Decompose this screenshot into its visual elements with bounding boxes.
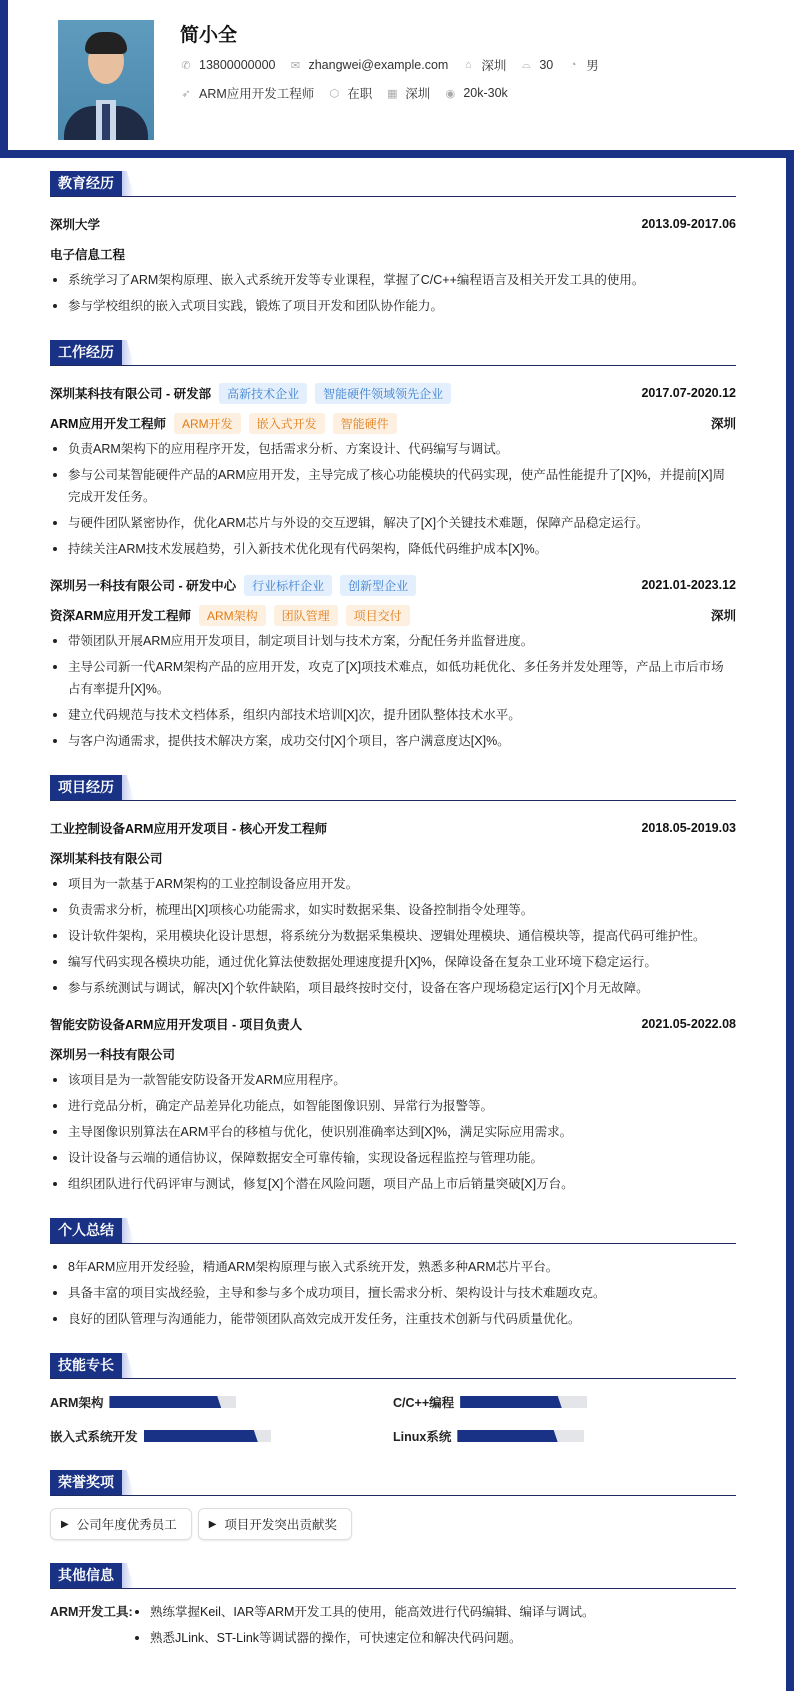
bullet-item: 负责ARM架构下的应用程序开发，包括需求分析、方案设计、代码编写与调试。	[50, 438, 736, 460]
project-company: 深圳某科技有限公司	[50, 852, 163, 866]
bullet-item: 熟悉JLink、ST-Link等调试器的操作，可快速定位和解决代码问题。	[132, 1627, 594, 1649]
frame-band	[0, 150, 794, 158]
project-row	[50, 1009, 736, 1039]
period: 2021.01-2023.12	[641, 578, 736, 592]
project-entry	[50, 813, 736, 999]
position: ARM应用开发工程师	[199, 87, 315, 101]
skill-tag: 嵌入式开发	[249, 413, 325, 434]
skill-bar	[144, 1430, 271, 1442]
skill-tag: 项目交付	[346, 605, 410, 626]
section-title: 工作经历	[50, 340, 122, 365]
section-title: 荣誉奖项	[50, 1470, 122, 1495]
phone: 13800000000	[199, 58, 276, 72]
other-label: ARM开发工具:	[50, 1605, 133, 1619]
company-tag: 行业标杆企业	[244, 575, 332, 596]
skill-bar-fill	[460, 1396, 562, 1408]
section-title: 个人总结	[50, 1218, 122, 1243]
work-section	[50, 339, 736, 752]
skill-item	[50, 1391, 393, 1413]
bullet-item: 参与公司某智能硬件产品的ARM应用开发，主导完成了核心功能模块的代码实现，使产品性能提升了[X]%，并提前[X]周完成开发任务。	[50, 464, 736, 508]
target-city: 深圳	[405, 87, 431, 101]
skill-bar	[460, 1396, 587, 1408]
company-tag: 高新技术企业	[219, 383, 307, 404]
skill-name: Linux系统	[393, 1430, 452, 1444]
resume-header	[8, 0, 794, 150]
bullet-item: 具备丰富的项目实战经验，主导和参与多个成功项目，擅长需求分析、架构设计与技术难题攻克。	[50, 1282, 736, 1304]
bullet-item: 参与系统测试与调试，解决[X]个软件缺陷，项目最终按时交付，设备在客户现场稳定运行[X]个月无故障。	[50, 977, 736, 999]
bullet-item: 参与学校组织的嵌入式项目实践，锻炼了项目开发和团队协作能力。	[50, 295, 736, 317]
skill-tag: ARM架构	[199, 605, 266, 626]
major: 电子信息工程	[50, 248, 126, 262]
job-title: 资深ARM应用开发工程师	[50, 609, 191, 623]
skill-tag: 智能硬件	[333, 413, 397, 434]
skill-name: ARM架构	[50, 1396, 104, 1410]
skill-bar-fill	[457, 1430, 557, 1442]
skill-bar-fill	[109, 1396, 221, 1408]
status: 在职	[347, 87, 373, 101]
frame-left	[0, 0, 8, 158]
resume-body	[50, 170, 736, 1675]
bullet-item: 熟练掌握Keil、IAR等ARM开发工具的使用，能高效进行代码编辑、编译与调试。	[132, 1601, 594, 1623]
skill-name: 嵌入式系统开发	[50, 1430, 138, 1444]
company-left	[50, 383, 451, 404]
company-tag: 智能硬件领域领先企业	[315, 383, 451, 404]
award-badge	[50, 1508, 192, 1540]
job-intent-row	[180, 84, 522, 102]
age: 30	[539, 58, 554, 72]
skill-bar-fill	[144, 1430, 258, 1442]
triangle-icon: ▶	[61, 1518, 69, 1530]
skill-item	[50, 1425, 393, 1447]
bullet-item: 设计软件架构，采用模块化设计思想，将系统分为数据采集模块、逻辑处理模块、通信模块等，提高代码可维护性。	[50, 925, 736, 947]
salary: 20k-30k	[463, 86, 508, 100]
bullet-item: 进行竞品分析，确定产品差异化功能点，如智能图像识别、异常行为报警等。	[50, 1095, 736, 1117]
bullet-item: 与硬件团队紧密协作，优化ARM芯片与外设的交互逻辑，解决了[X]个关键技术难题，保障产品稳定运行。	[50, 512, 736, 534]
cake-icon: ⌓	[521, 58, 531, 71]
bullet-item: 与客户沟通需求，提供技术解决方案，成功交付[X]个项目，客户满意度达[X]%。	[50, 730, 736, 752]
status-icon: ⬡	[329, 87, 340, 100]
triangle-icon: ▶	[208, 1518, 217, 1530]
title-left	[50, 413, 397, 434]
skills-section	[50, 1352, 736, 1447]
period: 2021.05-2022.08	[641, 1017, 736, 1031]
company-name: 深圳另一科技有限公司 - 研发中心	[50, 579, 237, 593]
education-section	[50, 170, 736, 317]
title-row	[50, 408, 736, 438]
bullet-item: 主导图像识别算法在ARM平台的移植与优化，使识别准确率达到[X]%，满足实际应用需求。	[50, 1121, 736, 1143]
period: 2018.05-2019.03	[641, 821, 736, 835]
awards-section	[50, 1469, 736, 1540]
section-title: 教育经历	[50, 171, 122, 196]
company-tag: 创新型企业	[340, 575, 416, 596]
project-company: 深圳另一科技有限公司	[50, 1048, 176, 1062]
avatar-photo	[58, 20, 154, 140]
section-title: 技能专长	[50, 1353, 122, 1378]
title-row	[50, 600, 736, 630]
summary-section	[50, 1217, 736, 1330]
projects-section	[50, 774, 736, 1195]
city: 深圳	[481, 59, 507, 73]
section-title: 其他信息	[50, 1563, 122, 1588]
salary-icon: ◉	[445, 87, 456, 100]
candidate-name: 简小全	[180, 25, 238, 46]
frame-right	[786, 150, 794, 1691]
company-row	[50, 378, 736, 408]
bullet-list	[50, 438, 736, 560]
skill-bar	[109, 1396, 236, 1408]
project-name: 工业控制设备ARM应用开发项目 - 核心开发工程师	[50, 822, 328, 836]
bullet-item: 系统学习了ARM架构原理、嵌入式系统开发等专业课程，掌握了C/C++编程语言及相关开发工具的使用。	[50, 269, 736, 291]
bullet-item: 组织团队进行代码评审与测试，修复[X]个潜在风险问题，项目产品上市后销量突破[X]万台。	[50, 1173, 736, 1195]
other-section	[50, 1562, 736, 1653]
bullet-item: 建立代码规范与技术文档体系，组织内部技术培训[X]次，提升团队整体技术水平。	[50, 704, 736, 726]
title-left	[50, 605, 410, 626]
period: 2017.07-2020.12	[641, 386, 736, 400]
contact-row	[180, 56, 613, 74]
bullet-item: 持续关注ARM技术发展趋势，引入新技术优化现有代码架构，降低代码维护成本[X]%。	[50, 538, 736, 560]
bullet-list	[50, 269, 736, 317]
skill-bar	[457, 1430, 584, 1442]
project-company-row	[50, 1039, 736, 1069]
bullet-item: 该项目是为一款智能安防设备开发ARM应用程序。	[50, 1069, 736, 1091]
skill-name: C/C++编程	[393, 1396, 455, 1410]
skill-tag: 团队管理	[274, 605, 338, 626]
award-badge	[198, 1508, 352, 1540]
send-icon: ➶	[181, 87, 191, 100]
job-title: ARM应用开发工程师	[50, 417, 166, 431]
bullet-list	[50, 1069, 736, 1195]
school: 深圳大学	[50, 218, 101, 232]
bullet-item: 主导公司新一代ARM架构产品的应用开发，攻克了[X]项技术难点，如低功耗优化、多任务并发处理等，产品上市后市场占有率提升[X]%。	[50, 656, 736, 700]
section-title: 项目经历	[50, 775, 122, 800]
bullet-item: 良好的团队管理与沟通能力，能带领团队高效完成开发任务，注重技术创新与代码质量优化。	[50, 1308, 736, 1330]
bullet-item: 设计设备与云端的通信协议，保障数据安全可靠传输，实现设备远程监控与管理功能。	[50, 1147, 736, 1169]
period: 2013.09-2017.06	[641, 217, 736, 231]
company-row	[50, 570, 736, 600]
mail-icon: ✉	[290, 59, 301, 72]
bullet-item: 编写代码实现各模块功能，通过优化算法使数据处理速度提升[X]%，保障设备在复杂工业环境下稳定运行。	[50, 951, 736, 973]
company-left	[50, 575, 416, 596]
bullet-item: 8年ARM应用开发经验，精通ARM架构原理与嵌入式系统开发，熟悉多种ARM芯片平台。	[50, 1256, 736, 1278]
company-name: 深圳某科技有限公司 - 研发部	[50, 387, 212, 401]
bullet-item: 负责需求分析，梳理出[X]项核心功能需求，如实时数据采集、设备控制指令处理等。	[50, 899, 736, 921]
gender: 男	[586, 59, 599, 73]
skill-item	[393, 1391, 736, 1413]
building-icon: ▦	[387, 87, 398, 100]
email: zhangwei@example.com	[308, 58, 449, 72]
project-name: 智能安防设备ARM应用开发项目 - 项目负责人	[50, 1018, 303, 1032]
project-company-row	[50, 843, 736, 873]
bullet-item: 项目为一款基于ARM架构的工业控制设备应用开发。	[50, 873, 736, 895]
work-entry	[50, 378, 736, 560]
bullet-list	[50, 1256, 736, 1330]
gender-icon: ◔	[569, 59, 577, 71]
project-row	[50, 813, 736, 843]
work-entry	[50, 570, 736, 752]
skill-item	[393, 1425, 736, 1447]
home-icon: ⌂	[465, 59, 472, 71]
job-city: 深圳	[710, 609, 736, 623]
bullet-list	[50, 630, 736, 752]
award-name: 项目开发突出贡献奖	[224, 1518, 337, 1532]
skill-tag: ARM开发	[174, 413, 241, 434]
award-name: 公司年度优秀员工	[76, 1518, 177, 1532]
bullet-list	[50, 873, 736, 999]
job-city: 深圳	[710, 417, 736, 431]
bullet-list	[132, 1601, 594, 1653]
bullet-item: 带领团队开展ARM应用开发项目，制定项目计划与技术方案，分配任务并监督进度。	[50, 630, 736, 652]
project-entry	[50, 1009, 736, 1195]
phone-icon: ✆	[181, 59, 191, 72]
